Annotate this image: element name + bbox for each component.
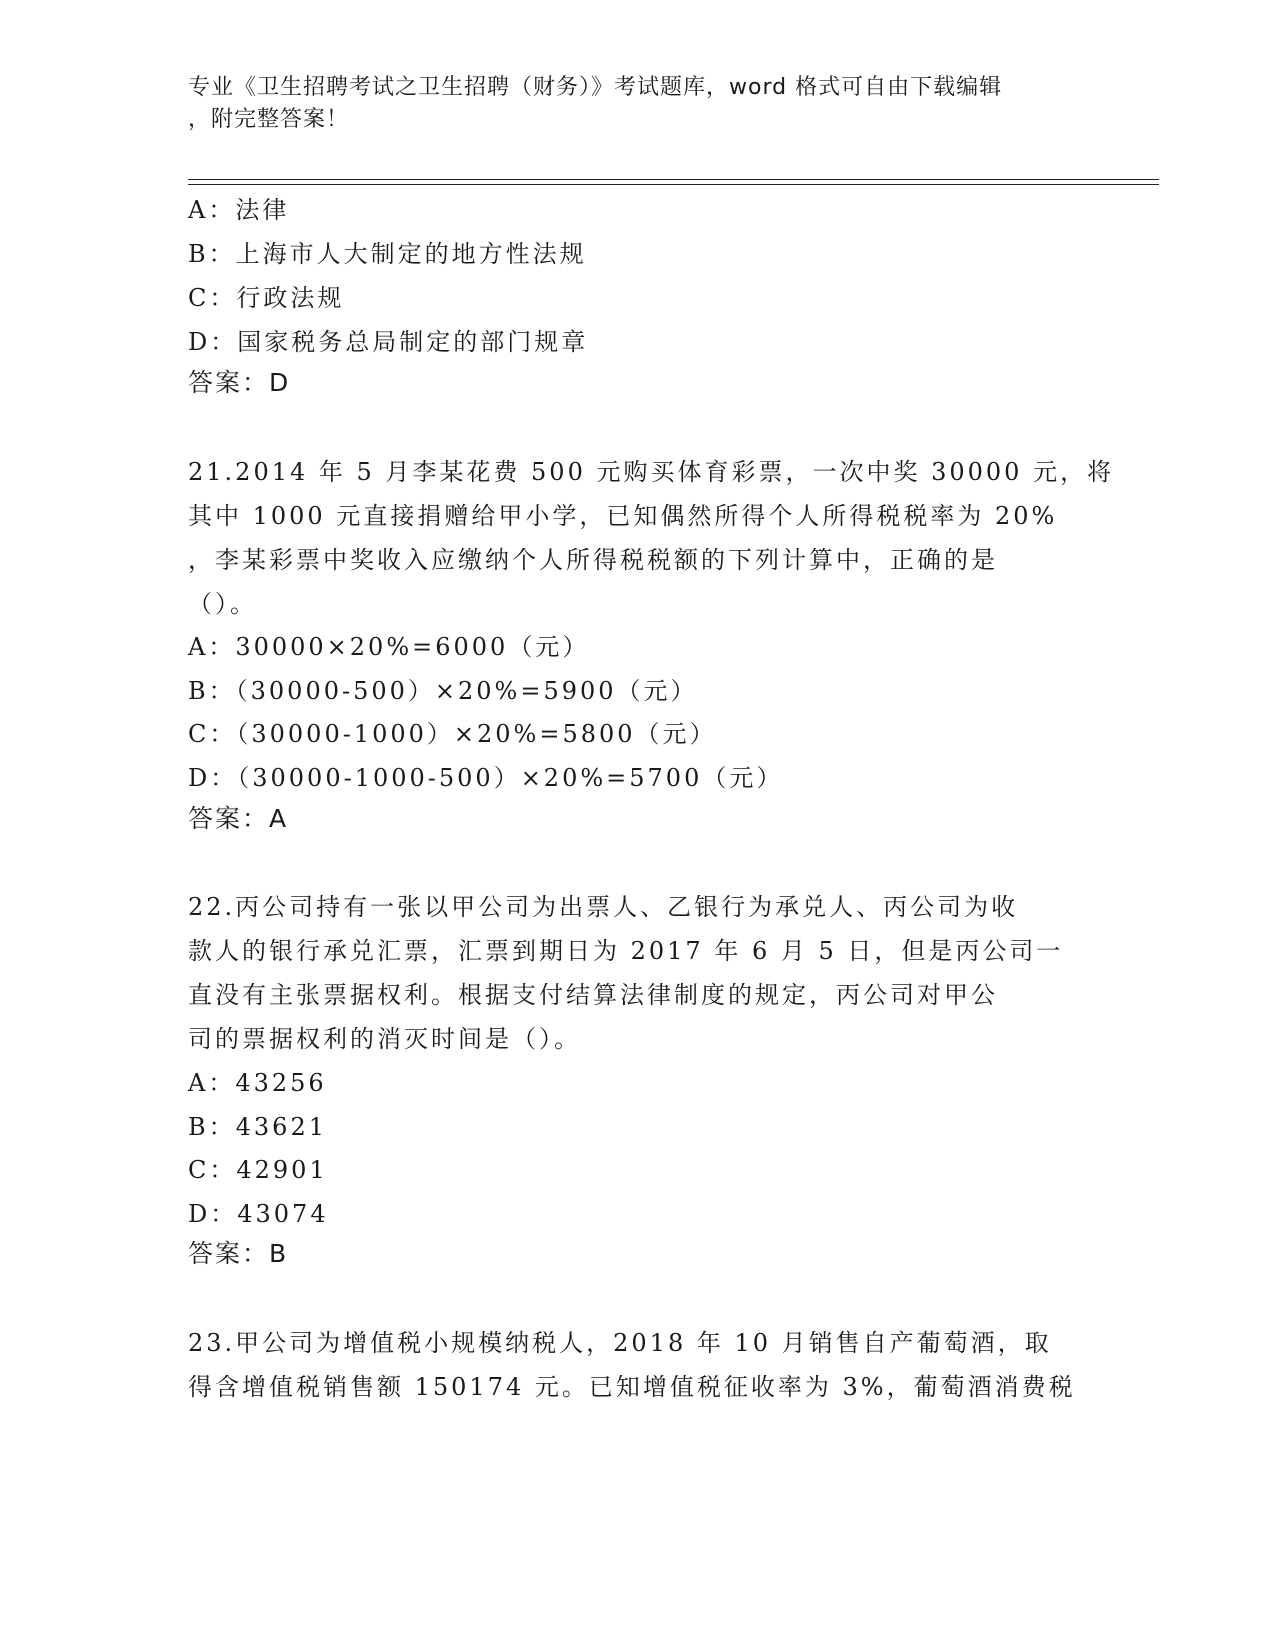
header-rule-bottom xyxy=(188,184,1159,185)
q21-option-d: D：（30000-1000-500）×20%=5700（元） xyxy=(188,764,784,792)
q21-stem-line-2: 其中 1000 元直接捐赠给甲小学，已知偶然所得个人所得税税率为 20% xyxy=(188,502,1058,530)
q22-answer: 答案：B xyxy=(188,1239,289,1268)
q22-stem-line-2: 款人的银行承兑汇票，汇票到期日为 2017 年 6 月 5 日，但是丙公司一 xyxy=(188,937,1064,965)
q21-answer: 答案：A xyxy=(188,804,289,833)
q22-option-c: C：42901 xyxy=(188,1156,328,1184)
header-line-1: 专业《卫生招聘考试之卫生招聘（财务）》考试题库，word 格式可自由下载编辑 xyxy=(188,75,1003,100)
q21-option-b: B：（30000-500）×20%=5900（元） xyxy=(188,677,698,705)
q22-option-d: D：43074 xyxy=(188,1200,329,1228)
q21-stem-line-3: ，李某彩票中奖收入应缴纳个人所得税税额的下列计算中，正确的是 xyxy=(188,546,998,574)
q20-option-d: D：国家税务总局制定的部门规章 xyxy=(188,328,589,356)
q20-answer: 答案：D xyxy=(188,368,291,397)
q22-option-b: B：43621 xyxy=(188,1113,327,1141)
q22-stem-line-4: 司的票据权利的消灭时间是（）。 xyxy=(188,1025,581,1053)
q22-stem-line-3: 直没有主张票据权利。根据支付结算法律制度的规定，丙公司对甲公 xyxy=(188,981,998,1009)
document-header xyxy=(188,72,1088,136)
header-rule-top xyxy=(188,179,1159,180)
q23-stem-line-2: 得含增值税销售额 150174 元。已知增值税征收率为 3%，葡萄酒消费税 xyxy=(188,1373,1076,1401)
q20-option-c: C：行政法规 xyxy=(188,284,345,312)
q22-stem-line-1: 22.丙公司持有一张以甲公司为出票人、乙银行为承兑人、丙公司为收 xyxy=(188,893,1019,921)
q22-option-a: A：43256 xyxy=(188,1069,327,1097)
q21-option-a: A：30000×20%=6000（元） xyxy=(188,633,590,661)
q21-option-c: C：（30000-1000）×20%=5800（元） xyxy=(188,720,717,748)
q20-option-b: B：上海市人大制定的地方性法规 xyxy=(188,240,587,268)
q21-stem-line-1: 21.2014 年 5 月李某花费 500 元购买体育彩票，一次中奖 30000 元，将 xyxy=(188,458,1115,486)
q23-stem-line-1: 23.甲公司为增值税小规模纳税人，2018 年 10 月销售自产葡萄酒，取 xyxy=(188,1329,1052,1357)
header-line-2: ，附完整答案！ xyxy=(188,107,350,132)
q21-stem-line-4: （）。 xyxy=(188,590,257,618)
q20-option-a: A：法律 xyxy=(188,196,290,224)
